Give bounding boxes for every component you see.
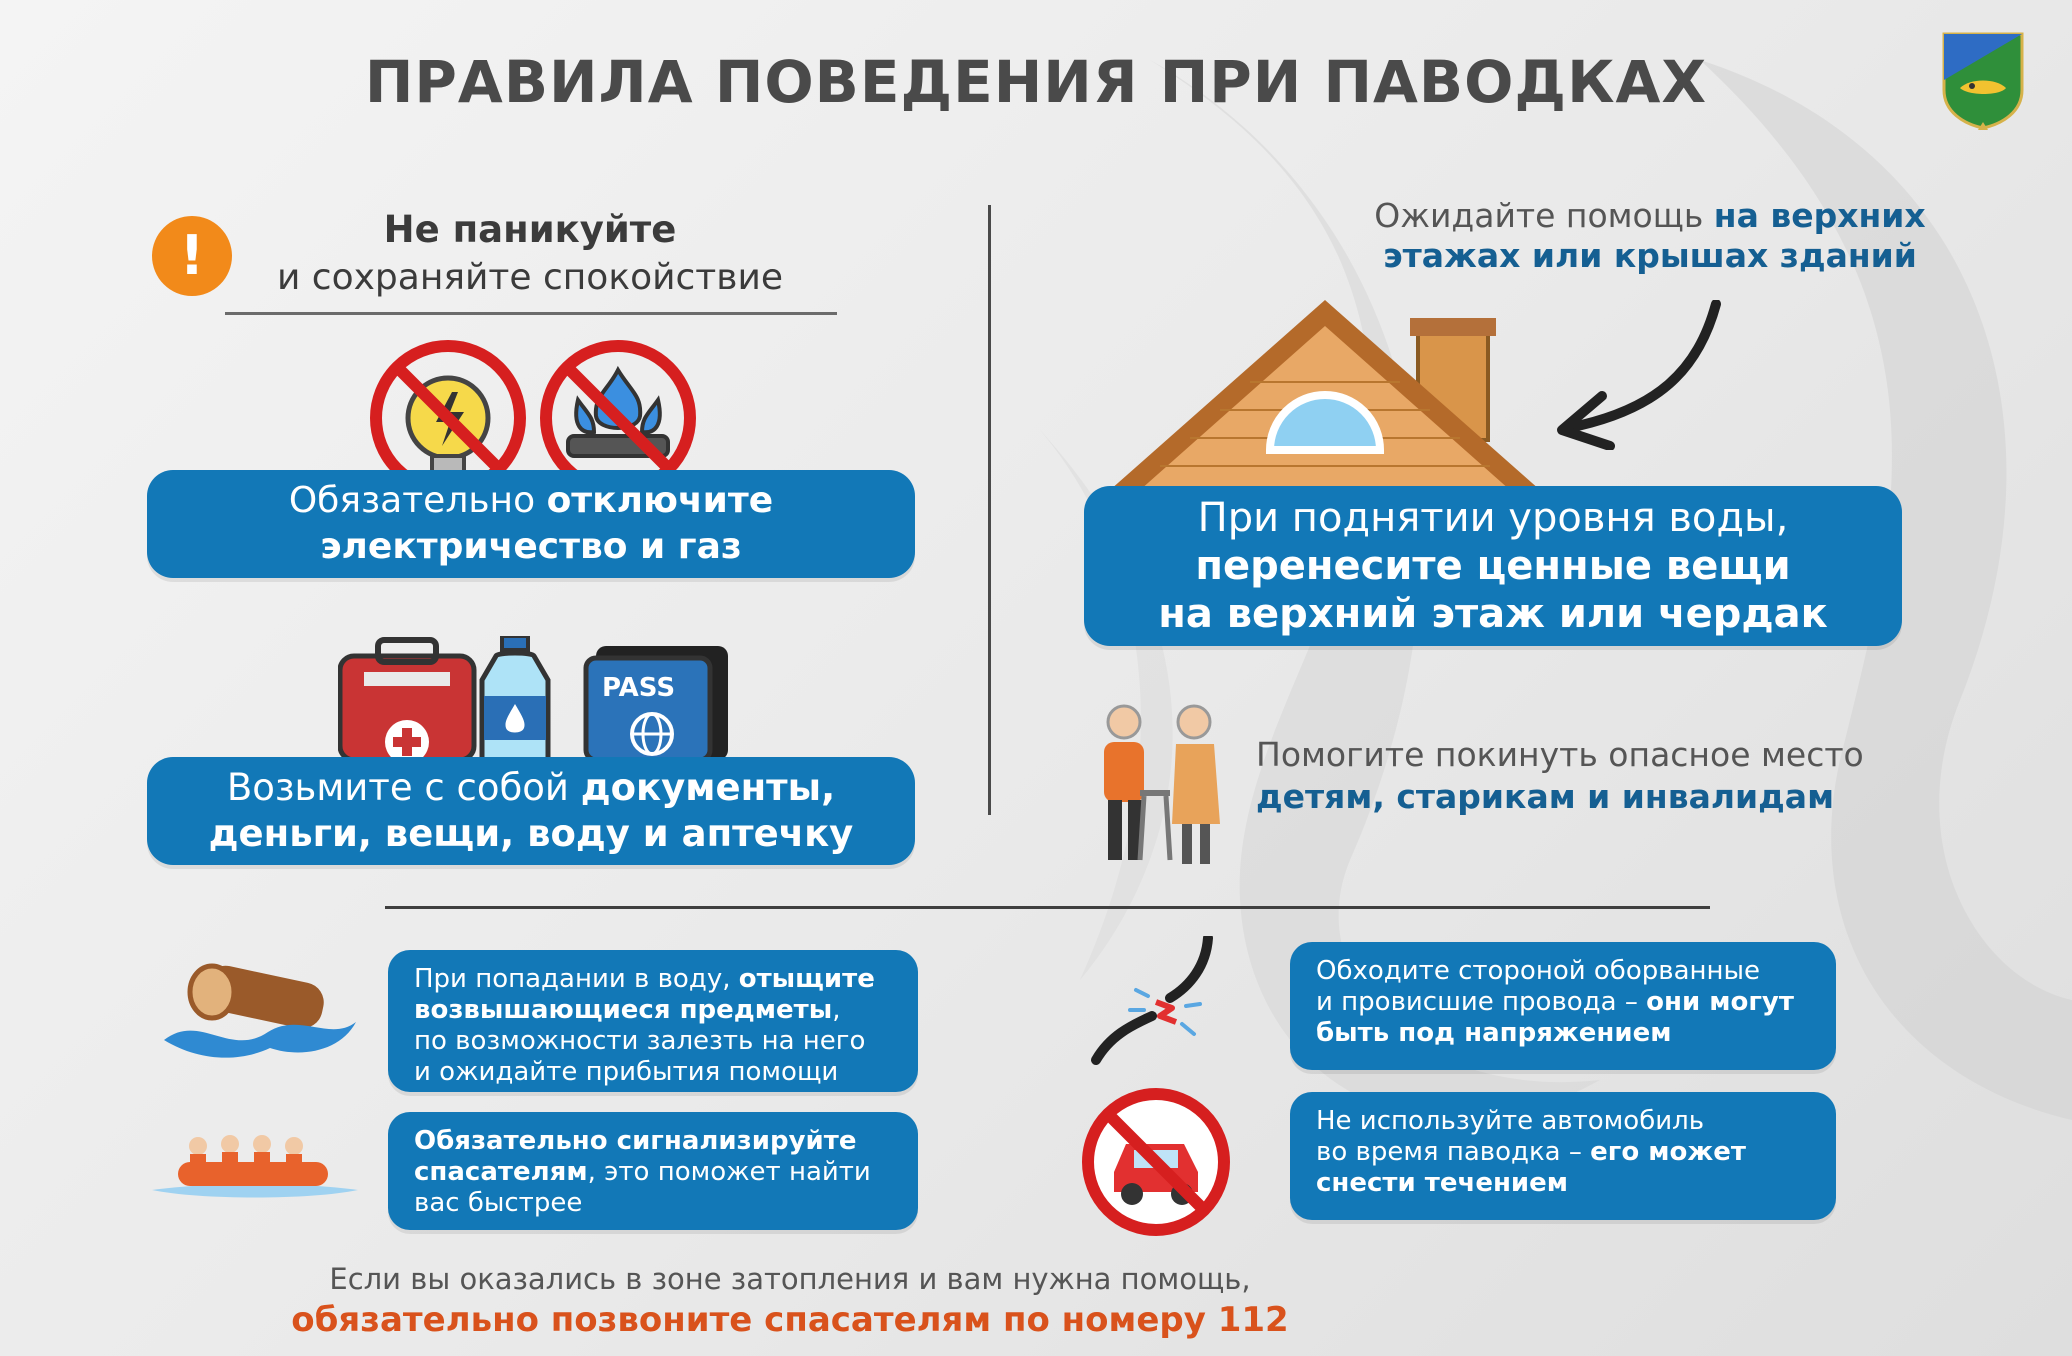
- signal-l1-bold: Обязательно сигнализируйте: [414, 1126, 857, 1156]
- no-electricity-icon: [368, 340, 528, 480]
- wires-advice-card: [1290, 942, 1836, 1070]
- elderly-people-icon: [1086, 700, 1236, 870]
- car-advice-card: [1290, 1092, 1836, 1220]
- first-aid-kit-icon: [340, 640, 474, 760]
- broken-wire-icon: [1090, 936, 1240, 1066]
- supplies-icons: [338, 636, 748, 760]
- water-bottle-icon: [482, 636, 548, 760]
- water-l2-bold: возвышающиеся предметы: [414, 995, 833, 1025]
- page-title: ПРАВИЛА ПОВЕДЕНИЯ ПРИ ПАВОДКАХ: [364, 48, 1708, 116]
- attic-banner: [1084, 486, 1902, 646]
- wires-l3-bold: быть под напряжением: [1316, 1018, 1672, 1048]
- horizontal-divider: [385, 906, 1710, 909]
- electricity-line2-bold: электричество и газ: [320, 526, 742, 567]
- wires-l1: Обходите стороной оборванные: [1316, 956, 1761, 986]
- documents-line1-bold: документы,: [580, 766, 836, 809]
- no-gas-icon: [538, 340, 698, 480]
- evacuate-text: [1256, 734, 1906, 818]
- wait-help-bold1: на верхних: [1713, 196, 1926, 235]
- documents-line1-normal: Возьмите с собой: [226, 766, 581, 809]
- car-l2-bold: его может: [1590, 1137, 1746, 1167]
- water-l1-normal: При попадании в воду,: [414, 964, 739, 994]
- passport-label: PASS: [602, 673, 676, 703]
- vertical-divider: [988, 205, 991, 815]
- documents-line2-bold: деньги, вещи, воду и аптечку: [208, 812, 854, 855]
- electricity-line1-normal: Обязательно: [288, 480, 547, 521]
- panic-advice: [250, 206, 810, 302]
- footer-note: Если вы оказались в зоне затопления и вам нужна помощь,: [329, 1262, 1251, 1296]
- no-car-icon: [1080, 1086, 1232, 1238]
- warning-icon: !: [152, 216, 232, 296]
- documents-banner: [147, 757, 915, 865]
- electricity-gas-banner: [147, 470, 915, 578]
- rescue-boat-icon: [150, 1120, 360, 1200]
- attic-line3: на верхний этаж или чердак: [1158, 591, 1828, 637]
- signal-l3: вас быстрее: [414, 1188, 583, 1218]
- passport-icon: [586, 646, 728, 760]
- car-l3-bold: снести течением: [1316, 1168, 1569, 1198]
- water-advice-card: [388, 950, 918, 1092]
- emblem-icon: [1940, 30, 2026, 130]
- signal-advice-card: [388, 1112, 918, 1230]
- wait-help-normal: Ожидайте помощь: [1374, 196, 1714, 235]
- arrow-icon: [1548, 300, 1728, 450]
- wait-help-bold2: этажах или крышах зданий: [1383, 236, 1917, 275]
- car-l1: Не используйте автомобиль: [1316, 1106, 1705, 1136]
- panic-normal: и сохраняйте спокойствие: [276, 257, 784, 298]
- electricity-line1-bold: отключите: [546, 480, 774, 521]
- water-l2-normal: ,: [832, 995, 841, 1025]
- water-l4: и ожидайте прибытия помощи: [414, 1057, 839, 1087]
- footer-call-112: обязательно позвоните спасателям по номеру 112: [291, 1300, 1289, 1340]
- evacuate-bold: детям, старикам и инвалидам: [1256, 777, 1835, 816]
- house-icon: [1100, 300, 1550, 490]
- attic-line1: При поднятии уровня воды,: [1197, 495, 1789, 541]
- water-l3: по возможности залезть на него: [414, 1026, 866, 1056]
- wires-l2-normal: и провисшие провода –: [1316, 987, 1647, 1017]
- evacuate-normal: Помогите покинуть опасное место: [1256, 735, 1864, 774]
- signal-l2-normal: , это поможет найти: [587, 1157, 871, 1187]
- signal-l2-bold: спасателям: [414, 1157, 588, 1187]
- log-in-water-icon: [160, 962, 360, 1062]
- attic-line2: перенесите ценные вещи: [1195, 543, 1791, 589]
- water-l1-bold: отыщите: [738, 964, 875, 994]
- wait-help-text: [1370, 196, 1930, 276]
- car-l2-normal: во время паводка –: [1316, 1137, 1591, 1167]
- panic-underline: [225, 312, 837, 315]
- wires-l2-bold: они могут: [1646, 987, 1794, 1017]
- panic-bold: Не паникуйте: [383, 208, 677, 251]
